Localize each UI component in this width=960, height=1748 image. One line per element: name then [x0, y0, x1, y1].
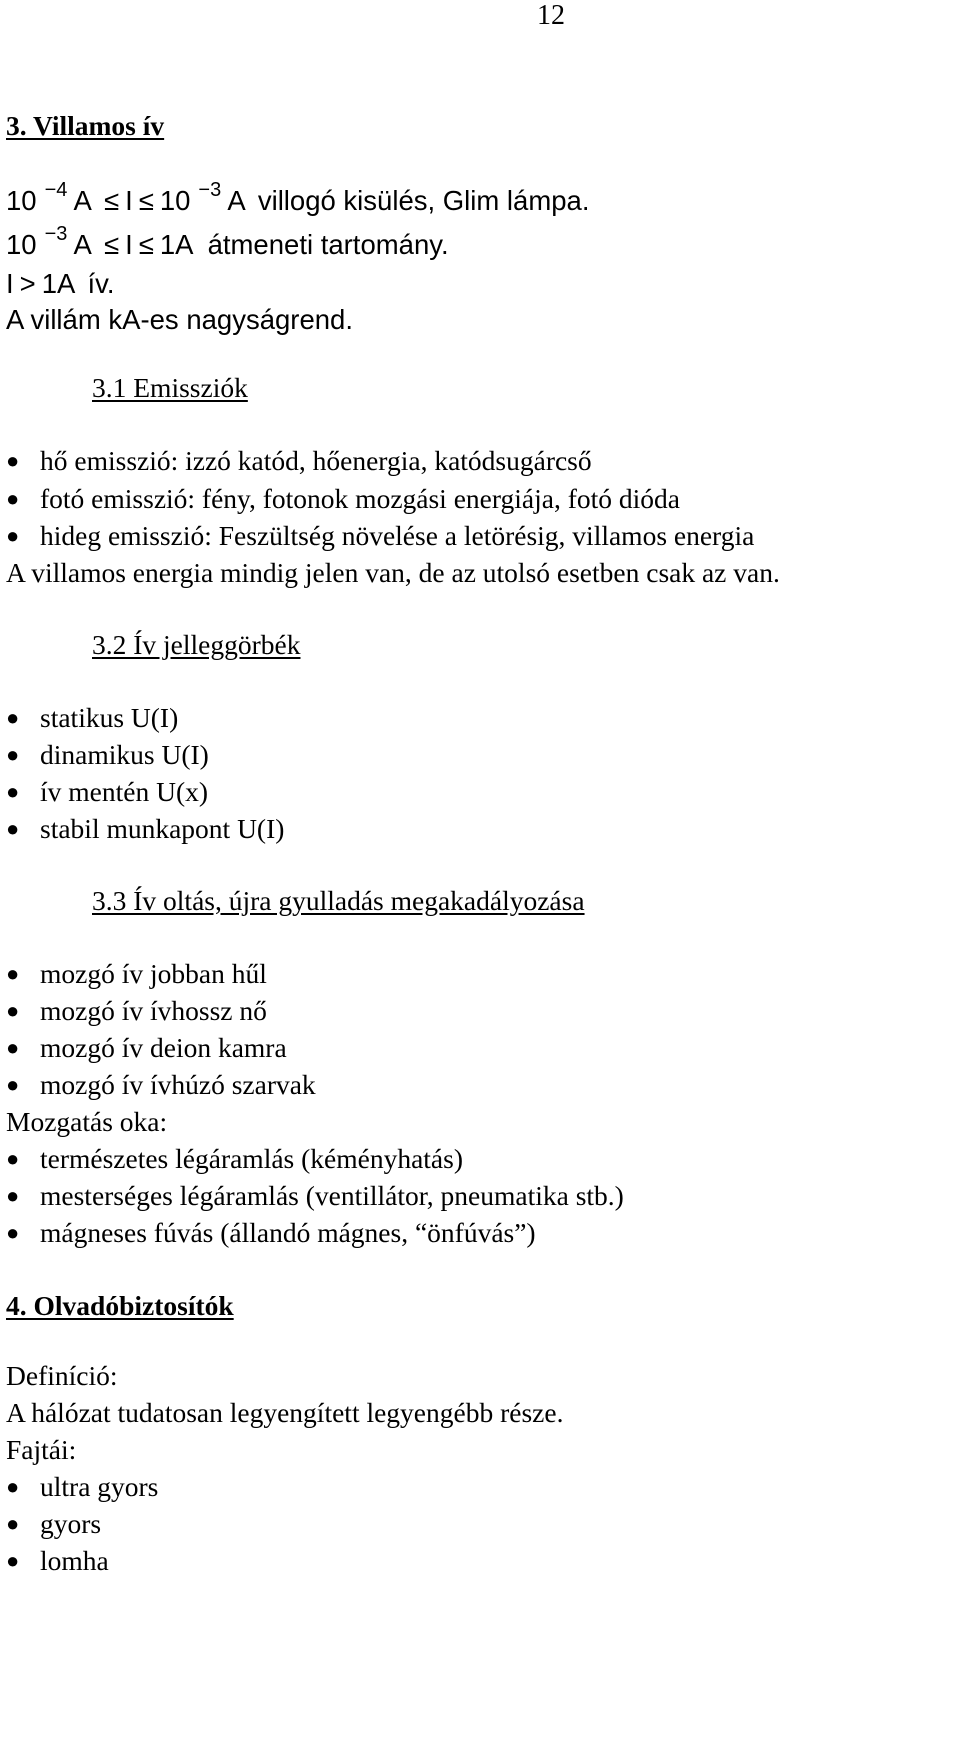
section-3-2-title: 3.2 Ív jelleggörbék — [92, 629, 301, 660]
exponent: −3 — [44, 223, 68, 245]
bullet-icon: ● — [6, 705, 20, 730]
list-item: ● fotó emisszió: fény, fotonok mozgási energiája, fotó dióda — [6, 483, 680, 514]
base-10: 10 — [6, 229, 37, 260]
exponent: −4 — [44, 179, 68, 201]
list-item: ● hideg emisszió: Feszültség növelése a letörésig, villamos energia — [6, 520, 755, 551]
bullet-icon: ● — [6, 1183, 20, 1208]
bullet-icon: ● — [6, 961, 20, 986]
bullet-icon: ● — [6, 1511, 20, 1536]
list-item: ● dinamikus U(I) — [6, 739, 209, 770]
list-item: ● mozgó ív deion kamra — [6, 1032, 287, 1063]
section-4-title: 4. Olvadóbiztosítók — [6, 1290, 234, 1321]
list-item: ● lomha — [6, 1545, 109, 1576]
base-10: 10 — [6, 185, 37, 216]
emission-note: A villamos energia mindig jelen van, de az utolsó esetben csak az van. — [6, 557, 780, 588]
bullet-icon: ● — [6, 779, 20, 804]
section-3-1-title: 3.1 Emissziók — [92, 372, 248, 403]
bullet-icon: ● — [6, 448, 20, 473]
definition-text: A hálózat tudatosan legyengített legyengébb része. — [6, 1397, 564, 1428]
base-10: 10 — [159, 185, 191, 216]
range-description: átmeneti tartomány. — [207, 229, 449, 260]
bullet-icon: ● — [6, 816, 20, 841]
bullet-icon: ● — [6, 1474, 20, 1499]
list-item: ● statikus U(I) — [6, 702, 179, 733]
list-item: ● hő emisszió: izzó katód, hőenergia, katódsugárcső — [6, 445, 592, 476]
section-3-3-title: 3.3 Ív oltás, újra gyulladás megakadályozása — [92, 885, 585, 916]
range-description: ív. — [87, 268, 115, 299]
types-label: Fajtái: — [6, 1434, 77, 1465]
bullet-icon: ● — [6, 742, 20, 767]
leq-symbol: ≤ — [138, 229, 154, 260]
range-description: villogó kisülés, Glim lámpa. — [257, 185, 590, 216]
current-variable: I — [6, 268, 14, 299]
definition-label: Definíció: — [6, 1360, 118, 1391]
list-item: ● mozgó ív jobban hűl — [6, 958, 267, 989]
current-range-line-1 — [6, 179, 590, 216]
current-range-line-2 — [6, 223, 449, 260]
list-item: ● mozgó ív ívhúzó szarvak — [6, 1069, 316, 1100]
list-item: ● mesterséges légáramlás (ventillátor, pneumatika stb.) — [6, 1180, 624, 1211]
unit: A — [73, 229, 91, 260]
current-variable: I — [125, 185, 133, 216]
bullet-icon: ● — [6, 1146, 20, 1171]
gt-symbol: > — [19, 268, 36, 299]
leq-symbol: ≤ — [104, 229, 120, 260]
section-3-title: 3. Villamos ív — [6, 110, 165, 141]
value: 1A — [41, 268, 74, 299]
bullet-icon: ● — [6, 998, 20, 1023]
unit: A — [73, 185, 91, 216]
current-variable: I — [125, 229, 133, 260]
bullet-icon: ● — [6, 1220, 20, 1245]
bullet-icon: ● — [6, 1072, 20, 1097]
unit: A — [227, 185, 245, 216]
exponent: −3 — [198, 179, 222, 201]
list-item: ● ultra gyors — [6, 1471, 159, 1502]
current-range-line-3 — [6, 270, 114, 298]
list-item: ● gyors — [6, 1508, 102, 1539]
reason-label: Mozgatás oka: — [6, 1106, 168, 1137]
lightning-note: A villám kA-es nagyságrend. — [6, 304, 353, 335]
page-number: 12 — [537, 0, 565, 31]
bullet-icon: ● — [6, 1548, 20, 1573]
list-item: ● mozgó ív ívhossz nő — [6, 995, 267, 1026]
value: 1A — [159, 229, 192, 260]
list-item: ● stabil munkapont U(I) — [6, 813, 285, 844]
bullet-icon: ● — [6, 486, 20, 511]
list-item: ● természetes légáramlás (kéményhatás) — [6, 1143, 463, 1174]
bullet-icon: ● — [6, 523, 20, 548]
leq-symbol: ≤ — [138, 185, 154, 216]
bullet-icon: ● — [6, 1035, 20, 1060]
list-item: ● mágneses fúvás (állandó mágnes, “önfúvás”) — [6, 1217, 536, 1248]
list-item: ● ív mentén U(x) — [6, 776, 209, 807]
leq-symbol: ≤ — [104, 185, 120, 216]
